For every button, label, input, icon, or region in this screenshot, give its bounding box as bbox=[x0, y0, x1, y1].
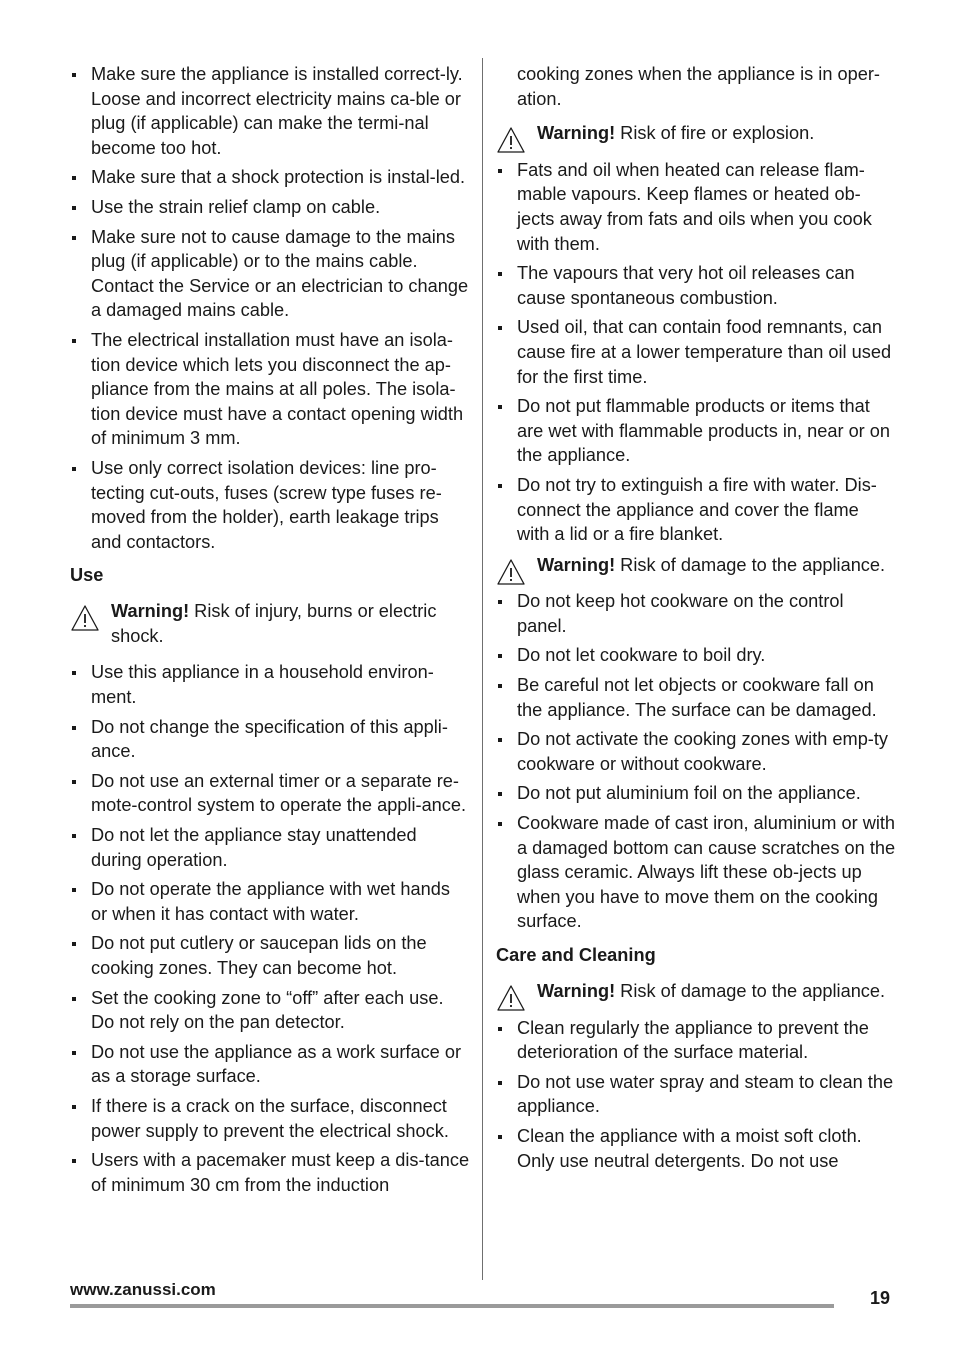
warning-text: Risk of injury, burns or electric shock. bbox=[111, 601, 437, 646]
warning-text: Risk of damage to the appliance. bbox=[615, 554, 886, 575]
list-item: The vapours that very hot oil releases can cause spontaneous combustion. bbox=[496, 261, 896, 310]
list-item: Users with a pacemaker must keep a dis-tance of minimum 30 cm from the induction bbox=[70, 1148, 470, 1197]
warning-label: Warning! bbox=[111, 601, 190, 622]
list-item: Used oil, that can contain food remnants, can cause fire at a lower temperature than oil used for the first time. bbox=[496, 315, 896, 389]
list-item: Use the strain relief clamp on cable. bbox=[70, 195, 470, 220]
list-item: Do not put cutlery or saucepan lids on the cooking zones. They can become hot. bbox=[70, 931, 470, 980]
list-item: Do not operate the appliance with wet hands or when it has contact with water. bbox=[70, 877, 470, 926]
list-item: Do not let cookware to boil dry. bbox=[496, 643, 896, 668]
damage-list bbox=[496, 589, 896, 934]
list-item: Make sure that a shock protection is instal-led. bbox=[70, 165, 470, 190]
continued-text: cooking zones when the appliance is in oper-ation. bbox=[517, 64, 880, 109]
warning-label: Warning! bbox=[537, 981, 616, 1001]
safety-list bbox=[70, 62, 470, 554]
warning-text: Risk of damage to the appliance. bbox=[615, 981, 886, 1001]
list-item: Do not activate the cooking zones with emp-ty cookware or without cookware. bbox=[496, 727, 896, 776]
list-item: Be careful not let objects or cookware fall on the appliance. The surface can be damaged. bbox=[496, 673, 896, 722]
warning-label: Warning! bbox=[537, 123, 616, 144]
use-warning bbox=[70, 599, 470, 648]
use-heading: Use bbox=[70, 565, 104, 586]
list-item: Use only correct isolation devices: line pro-tecting cut-outs, fuses (screw type fuses re-moved from the holder), earth leakage trips and contactors. bbox=[70, 456, 470, 554]
warning-label: Warning! bbox=[537, 554, 616, 575]
list-item: Do not change the specification of this appli-ance. bbox=[70, 715, 470, 764]
list-item: The electrical installation must have an isola-tion device which lets you disconnect the ap-pliance from the mains at all poles. The isola-tion device must have a contact opening width of minimum 3 mm. bbox=[70, 328, 470, 451]
damage-warning bbox=[496, 553, 896, 578]
list-item: Make sure the appliance is installed correct-ly. Loose and incorrect electricity mains ca-ble or plug (if applicable) can make the termi-nal become too hot. bbox=[70, 62, 470, 160]
list-item: Do not put aluminium foil on the appliance. bbox=[496, 781, 896, 806]
list-item: If there is a crack on the surface, disconnect power supply to prevent the electrical shock. bbox=[70, 1094, 470, 1143]
list-item: Use this appliance in a household environ-ment. bbox=[70, 660, 470, 709]
fire-warning bbox=[496, 121, 896, 146]
list-item: Clean regularly the appliance to prevent the deterioration of the surface material. bbox=[496, 1016, 896, 1065]
fire-list bbox=[496, 158, 896, 547]
care-list bbox=[496, 1016, 896, 1174]
list-item: Do not try to extinguish a fire with water. Dis-connect the appliance and cover the flame with a lid or a fire blanket. bbox=[496, 473, 896, 547]
list-item: Cookware made of cast iron, aluminium or with a damaged bottom can cause scratches on the glass ceramic. Always lift these ob-jects up when you have to move them on the cooking surface. bbox=[496, 811, 896, 934]
column-divider bbox=[482, 58, 483, 1280]
page-number: 19 bbox=[870, 1288, 891, 1308]
care-warning bbox=[496, 979, 896, 1004]
left-column bbox=[70, 62, 470, 1202]
footer-rule bbox=[70, 1304, 834, 1308]
right-column bbox=[496, 62, 896, 1178]
care-heading: Care and Cleaning bbox=[496, 945, 656, 965]
list-item: Fats and oil when heated can release flam-mable vapours. Keep flames or heated ob-jects away from fats and oils when you cook with them. bbox=[496, 158, 896, 256]
footer-url: www.zanussi.com bbox=[70, 1280, 216, 1299]
list-item: Do not use an external timer or a separate re-mote-control system to operate the appli-ance. bbox=[70, 769, 470, 818]
list-item: Do not put flammable products or items that are wet with flammable products in, near or on the appliance. bbox=[496, 394, 896, 468]
list-item: Clean the appliance with a moist soft cloth. Only use neutral detergents. Do not use bbox=[496, 1124, 896, 1173]
warning-text: Risk of fire or explosion. bbox=[615, 123, 815, 144]
list-item: Set the cooking zone to “off” after each use. Do not rely on the pan detector. bbox=[70, 986, 470, 1035]
list-item: Do not use the appliance as a work surface or as a storage surface. bbox=[70, 1040, 470, 1089]
list-item: Do not use water spray and steam to clean the appliance. bbox=[496, 1070, 896, 1119]
list-item: Do not keep hot cookware on the control panel. bbox=[496, 589, 896, 638]
use-list bbox=[70, 660, 470, 1197]
list-item: Do not let the appliance stay unattended during operation. bbox=[70, 823, 470, 872]
list-item: Make sure not to cause damage to the mains plug (if applicable) or to the mains cable. Contact the Service or an electrician to change a damaged mains cable. bbox=[70, 225, 470, 323]
